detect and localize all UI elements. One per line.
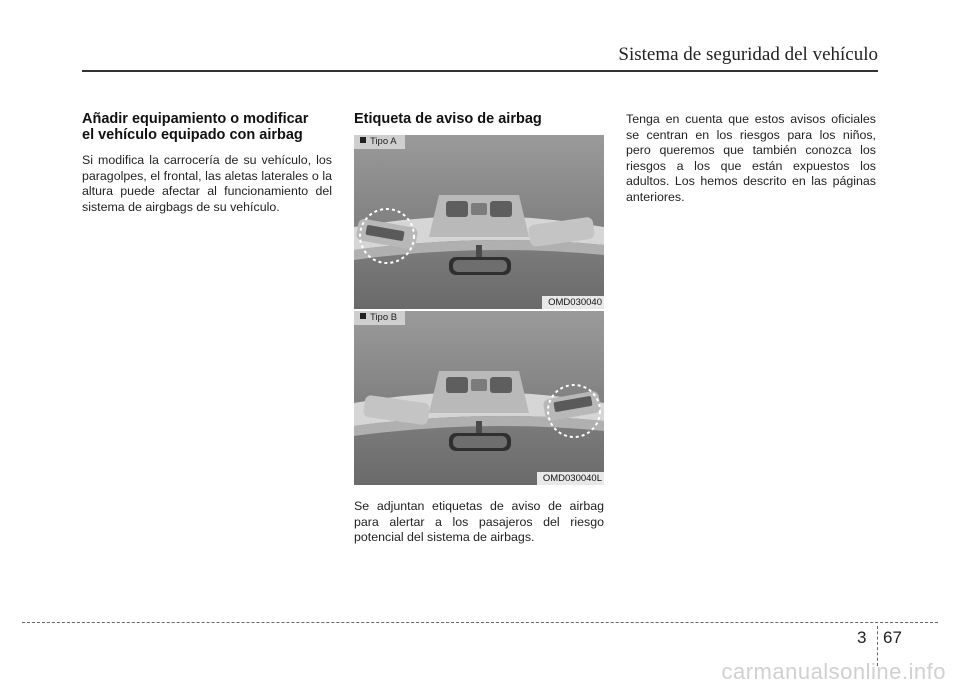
footer-rule: [22, 622, 938, 623]
modify-vehicle-heading: [82, 111, 332, 143]
figure-type-a: [354, 135, 604, 309]
figure-code-b: OMD030040L: [537, 472, 604, 485]
section-title: Sistema de seguridad del vehículo: [618, 44, 878, 65]
figure-label-b: [354, 311, 405, 325]
figure-label-b-text: Tipo B: [370, 312, 398, 323]
headliner-illustration-b: [354, 311, 604, 485]
column-modify-vehicle: [82, 111, 332, 215]
heading-line-1: Añadir equipamiento o modificar: [82, 111, 309, 127]
airbag-label-heading: Etiqueta de aviso de airbag: [354, 111, 542, 127]
heading-line-2: el vehículo equipado con airbag: [82, 127, 303, 143]
watermark: carmanualsonline.info: [721, 659, 946, 684]
column-warnings-note: [626, 112, 876, 205]
figure-code-a: OMD030040: [542, 296, 604, 309]
warnings-note-text: Tenga en cuenta que estos avisos oficiales se centran en los riesgos para los niños, pero queremos que también conozca los riesgos a los que están expuestos los adultos. Los hemos descrito en las páginas anteriores.: [626, 112, 876, 204]
chapter-number: 3: [857, 628, 867, 647]
airbag-label-text: Se adjuntan etiquetas de aviso de airbag para alertar a los pasajeros del riesgo potencial del sistema de airbags.: [354, 499, 604, 544]
page-number: 67: [883, 628, 902, 647]
figure-type-b: [354, 311, 604, 485]
header-rule: [82, 70, 878, 72]
column-airbag-label: [354, 111, 604, 546]
figure-label-a-text: Tipo A: [370, 136, 397, 147]
modify-vehicle-text: Si modifica la carrocería de su vehículo, los paragolpes, el frontal, las aletas laterales o la altura puede afectar al funcionamiento del sistema de airgbags de su vehículo.: [82, 153, 332, 214]
figure-label-a: [354, 135, 405, 149]
headliner-illustration-a: [354, 135, 604, 309]
